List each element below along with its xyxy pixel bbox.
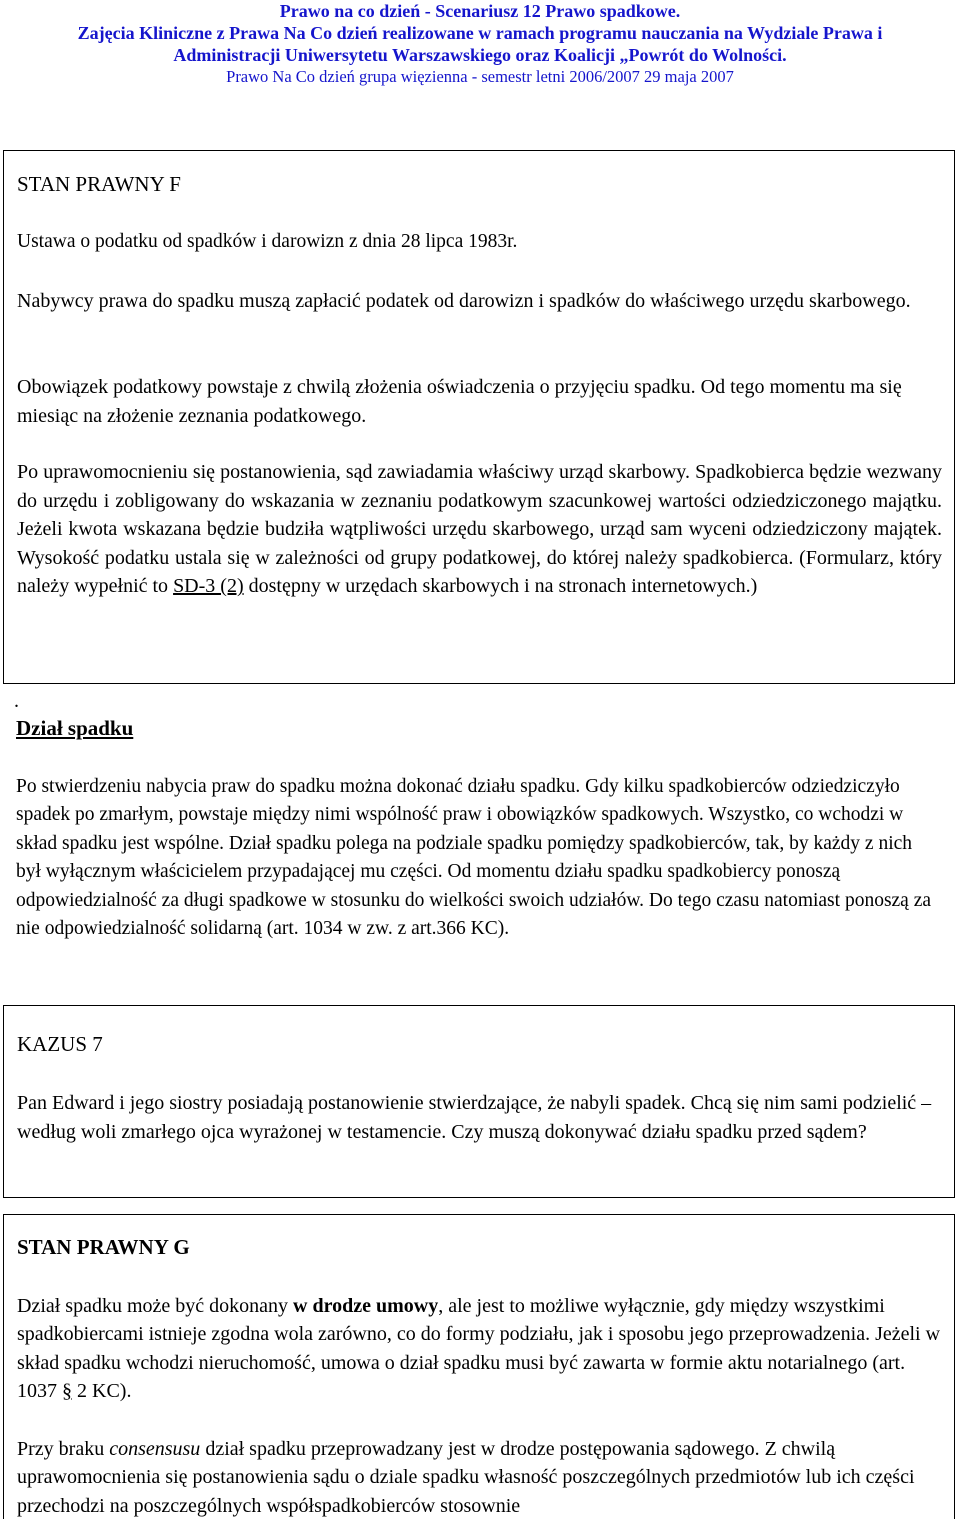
document-header — [0, 0, 960, 88]
header-line-3: Administracji Uniwersytetu Warszawskiego oraz Koalicji „Powrót do Wolności. — [173, 45, 787, 65]
section-g-title: STAN PRAWNY G — [17, 1235, 190, 1259]
section-sign: § — [62, 1380, 72, 1403]
kazus-paragraph: Pan Edward i jego siostry posiadają postanowienie stwierdzające, że nabyli spadek. Chcą się nim sami podzielić –według woli zmarłego ojca wyrażonej w testamencie. Czy muszą dokonywać działu spadku przed sądem? — [17, 1092, 932, 1143]
section-f-paragraph-2: Nabywcy prawa do spadku muszą zapłacić podatek od darowizn i spadków do właściwego urzędu skarbowego. — [17, 290, 911, 312]
header-title: Prawo na co dzień - Scenariusz 12 Prawo spadkowe. — [279, 1, 681, 21]
section-f-paragraph-1: Ustawa o podatku od spadków i darowizn z dnia 28 lipca 1983r. — [17, 231, 518, 252]
section-dzial-paragraph: Po stwierdzeniu nabycia praw do spadku można dokonać działu spadku. Gdy kilku spadkobierców odziedziczyło spadek po zmarłym, powstaje między nimi wspólność praw i obowiązków spadkowych. Wszystko, co wchodzi w skład spadku jest wspólne. Dział spadku polega na podziale spadku pomiędzy spadkobierców, tak, by każdy z nich był wyłącznym właścicielem przypadającej mu części. Od momentu działu spadku spadkobiercy ponoszą odpowiedzialność za długi spadkowe w stosunku do wielkości swoich udziałów. Do tego czasu natomiast ponoszą za nie odpowiedzialność solidarną (art. 1034 w zw. z art.366 KC). — [16, 776, 932, 940]
header-line-2: Zajęcia Kliniczne z Prawa Na Co dzień realizowane w ramach programu nauczania na Wydziale Prawa i — [77, 23, 883, 43]
sd3-form-link[interactable]: SD-3 (2) — [173, 575, 244, 598]
section-f-paragraph-3: Obowiązek podatkowy powstaje z chwilą złożenia oświadczenia o przyjęciu spadku. Od tego momentu ma się miesiąc na złożenie zeznania podatkowego. — [17, 376, 902, 427]
section-stan-prawny-f — [3, 150, 955, 684]
section-f-title: STAN PRAWNY F — [17, 172, 181, 196]
section-g-paragraph-1: Dział spadku może być dokonany w drodze umowy, ale jest to możliwe wyłącznie, gdy między wszystkimi spadkobiercami istnieje zgodna wola zarówno, co do formy podziału, jak i sposobu jego przeprowadzenia. Jeżeli w skład spadku wchodzi nieruchomość, umowa o dział spadku musi być zawarta w formie aktu notarialnego (art. 1037 § 2 KC). — [17, 1295, 941, 1403]
section-kazus-7 — [3, 1005, 955, 1198]
kazus-title: KAZUS 7 — [17, 1032, 103, 1056]
section-f-paragraph-4: Po uprawomocnieniu się postanowienia, sąd zawiadamia właściwy urząd skarbowy. Spadkobierca będzie wezwany do urzędu i zobligowany do wskazania w zeznaniu podatkowym szacunkowej wartości odziedziczonego majątku. Jeżeli kwota wskazana będzie budziła wątpliwości urzędu skarbowego, urząd sam wyceni odziedziczony majątek. Wysokość podatku ustala się w zależności od grupy podatkowej, do której należy spadkobierca. (Formularz, który należy wypełnić to SD-3 (2) dostępny w urzędach skarbowych i na stronach internetowych.) — [17, 461, 942, 598]
header-line-4: Prawo Na Co dzień grupa więzienna - semestr letni 2006/2007 29 maja 2007 — [226, 67, 734, 86]
section-g-paragraph-2: Przy braku consensusu dział spadku przeprowadzany jest w drodze postępowania sądowego. Z chwilą uprawomocnienia się postanowienia sądu o dziale spadku własność poszczególnych przedmiotów lub ich części przechodzi na poszczególnych współspadkobierców stosownie — [17, 1438, 915, 1517]
stray-dot: . — [14, 690, 19, 712]
section-dzial-title: Dział spadku — [16, 716, 134, 740]
section-stan-prawny-g — [3, 1214, 955, 1519]
